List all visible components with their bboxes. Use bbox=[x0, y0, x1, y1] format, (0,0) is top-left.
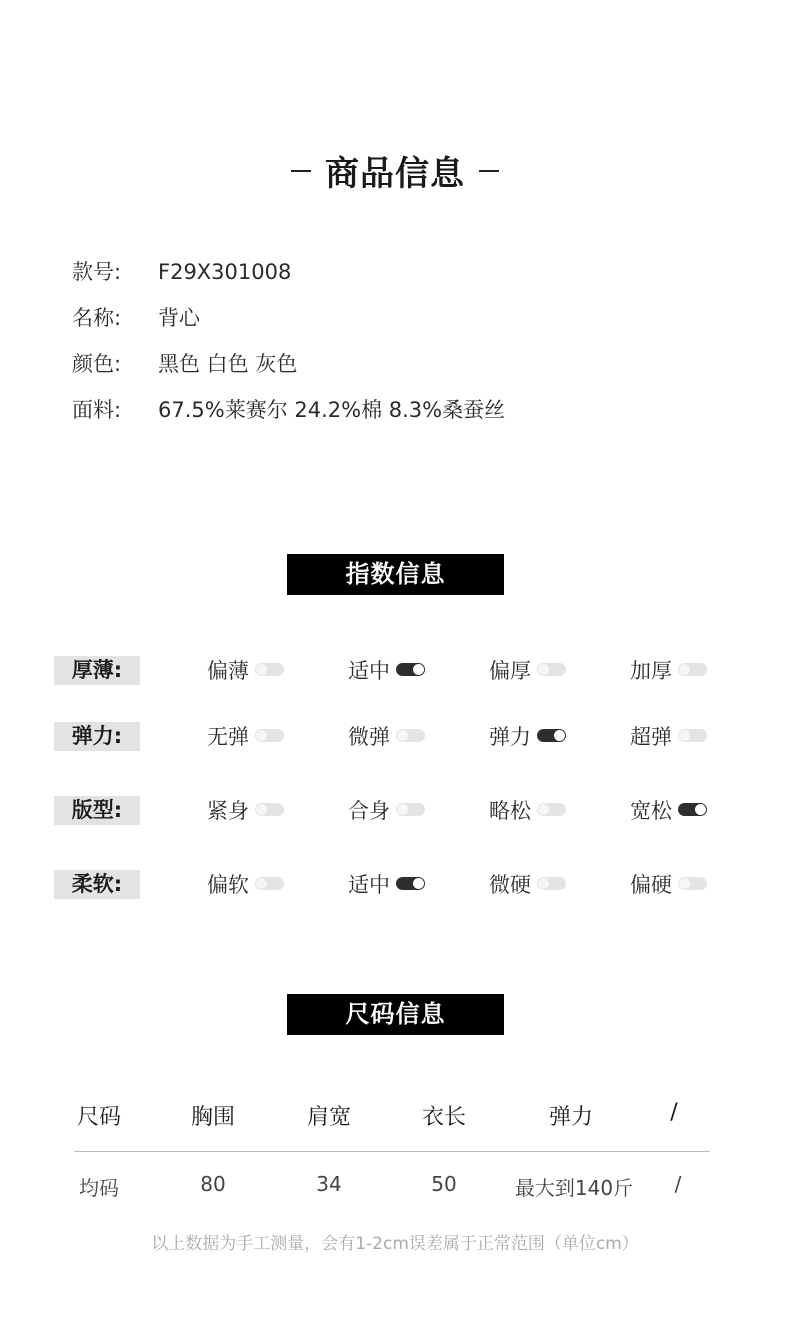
toggle-off-indicator bbox=[255, 729, 284, 742]
toggle-knob bbox=[397, 730, 408, 741]
index-option bbox=[207, 721, 284, 750]
toggle-knob bbox=[413, 878, 424, 889]
index-row-label: 版型: bbox=[54, 796, 140, 825]
toggle-on-indicator bbox=[396, 663, 425, 676]
toggle-knob bbox=[538, 664, 549, 675]
size-cell-shoulder: 34 bbox=[316, 1172, 342, 1196]
toggle-off-indicator bbox=[537, 877, 566, 890]
page-title-text: 商品信息 bbox=[325, 154, 465, 194]
index-option-label: 宽松 bbox=[630, 798, 672, 823]
index-option bbox=[348, 655, 425, 684]
info-row-name bbox=[72, 302, 200, 332]
index-option bbox=[630, 655, 707, 684]
toggle-off-indicator bbox=[396, 803, 425, 816]
index-option-label: 弹力 bbox=[489, 724, 531, 749]
index-option bbox=[630, 721, 707, 750]
size-cell-length: 50 bbox=[431, 1172, 457, 1196]
index-option-label: 微硬 bbox=[489, 872, 531, 897]
toggle-knob bbox=[256, 730, 267, 741]
toggle-knob bbox=[538, 878, 549, 889]
index-option-label: 适中 bbox=[348, 872, 390, 897]
size-cell-size: 均码 bbox=[79, 1176, 119, 1200]
index-section-banner: 指数信息 bbox=[287, 554, 504, 595]
index-option-label: 无弹 bbox=[207, 724, 249, 749]
title-dash-right bbox=[479, 170, 499, 172]
toggle-knob bbox=[695, 804, 706, 815]
info-value: F29X301008 bbox=[158, 260, 292, 284]
toggle-off-indicator bbox=[678, 877, 707, 890]
size-header-slash: / bbox=[670, 1100, 678, 1125]
size-header-shoulder: 肩宽 bbox=[306, 1105, 351, 1130]
toggle-knob bbox=[679, 730, 690, 741]
info-row-fabric bbox=[72, 394, 505, 424]
page-title bbox=[0, 146, 790, 195]
toggle-on-indicator bbox=[678, 803, 707, 816]
info-value: 67.5%莱赛尔 24.2%棉 8.3%桑蚕丝 bbox=[158, 398, 506, 422]
index-option-label: 紧身 bbox=[207, 798, 249, 823]
size-header-length: 衣长 bbox=[421, 1105, 466, 1130]
index-row-label: 厚薄: bbox=[54, 656, 140, 685]
index-option-label: 偏软 bbox=[207, 872, 249, 897]
index-option bbox=[489, 655, 566, 684]
info-value: 背心 bbox=[158, 306, 200, 330]
toggle-off-indicator bbox=[537, 803, 566, 816]
toggle-off-indicator bbox=[678, 663, 707, 676]
toggle-knob bbox=[256, 878, 267, 889]
size-header-stretch: 弹力 bbox=[548, 1105, 593, 1130]
info-label: 款号: bbox=[72, 260, 122, 284]
title-dash-left bbox=[291, 170, 311, 172]
info-row-style-no bbox=[72, 256, 291, 286]
index-option bbox=[489, 795, 566, 824]
size-section-banner: 尺码信息 bbox=[287, 994, 504, 1035]
size-cell-stretch: 最大到140斤 bbox=[514, 1176, 634, 1200]
toggle-knob bbox=[679, 664, 690, 675]
size-header-size: 尺码 bbox=[76, 1105, 121, 1130]
toggle-knob bbox=[397, 804, 408, 815]
info-label: 颜色: bbox=[72, 352, 122, 376]
index-option-label: 适中 bbox=[348, 658, 390, 683]
index-option bbox=[348, 795, 425, 824]
index-option bbox=[207, 655, 284, 684]
toggle-off-indicator bbox=[537, 663, 566, 676]
index-option bbox=[489, 721, 566, 750]
toggle-off-indicator bbox=[396, 729, 425, 742]
measurement-note: 以上数据为手工测量，会有1-2cm误差属于正常范围（单位cm） bbox=[151, 1234, 639, 1254]
toggle-knob bbox=[413, 664, 424, 675]
index-option-label: 超弹 bbox=[630, 724, 672, 749]
toggle-off-indicator bbox=[678, 729, 707, 742]
index-row-label: 柔软: bbox=[54, 870, 140, 899]
index-option-label: 略松 bbox=[489, 798, 531, 823]
toggle-off-indicator bbox=[255, 877, 284, 890]
size-cell-chest: 80 bbox=[200, 1172, 226, 1196]
info-value: 黑色 白色 灰色 bbox=[158, 352, 298, 376]
index-option-label: 微弹 bbox=[348, 724, 390, 749]
index-row-label: 弹力: bbox=[54, 722, 140, 751]
toggle-knob bbox=[679, 878, 690, 889]
index-option-label: 偏厚 bbox=[489, 658, 531, 683]
index-option-label: 加厚 bbox=[630, 658, 672, 683]
info-label: 面料: bbox=[72, 398, 122, 422]
toggle-knob bbox=[256, 664, 267, 675]
index-option bbox=[348, 721, 425, 750]
index-option bbox=[630, 869, 707, 898]
index-option bbox=[207, 869, 284, 898]
index-option bbox=[207, 795, 284, 824]
index-option bbox=[630, 795, 707, 824]
size-cell-slash: / bbox=[674, 1172, 682, 1196]
index-option-label: 合身 bbox=[348, 798, 390, 823]
index-option-label: 偏薄 bbox=[207, 658, 249, 683]
toggle-knob bbox=[256, 804, 267, 815]
toggle-off-indicator bbox=[255, 663, 284, 676]
toggle-off-indicator bbox=[255, 803, 284, 816]
size-header-chest: 胸围 bbox=[190, 1105, 235, 1130]
toggle-knob bbox=[538, 804, 549, 815]
toggle-on-indicator bbox=[396, 877, 425, 890]
index-option bbox=[489, 869, 566, 898]
info-label: 名称: bbox=[72, 306, 122, 330]
size-table-divider bbox=[74, 1151, 710, 1152]
toggle-on-indicator bbox=[537, 729, 566, 742]
info-row-color bbox=[72, 348, 297, 378]
index-option bbox=[348, 869, 425, 898]
index-option-label: 偏硬 bbox=[630, 872, 672, 897]
toggle-knob bbox=[554, 730, 565, 741]
